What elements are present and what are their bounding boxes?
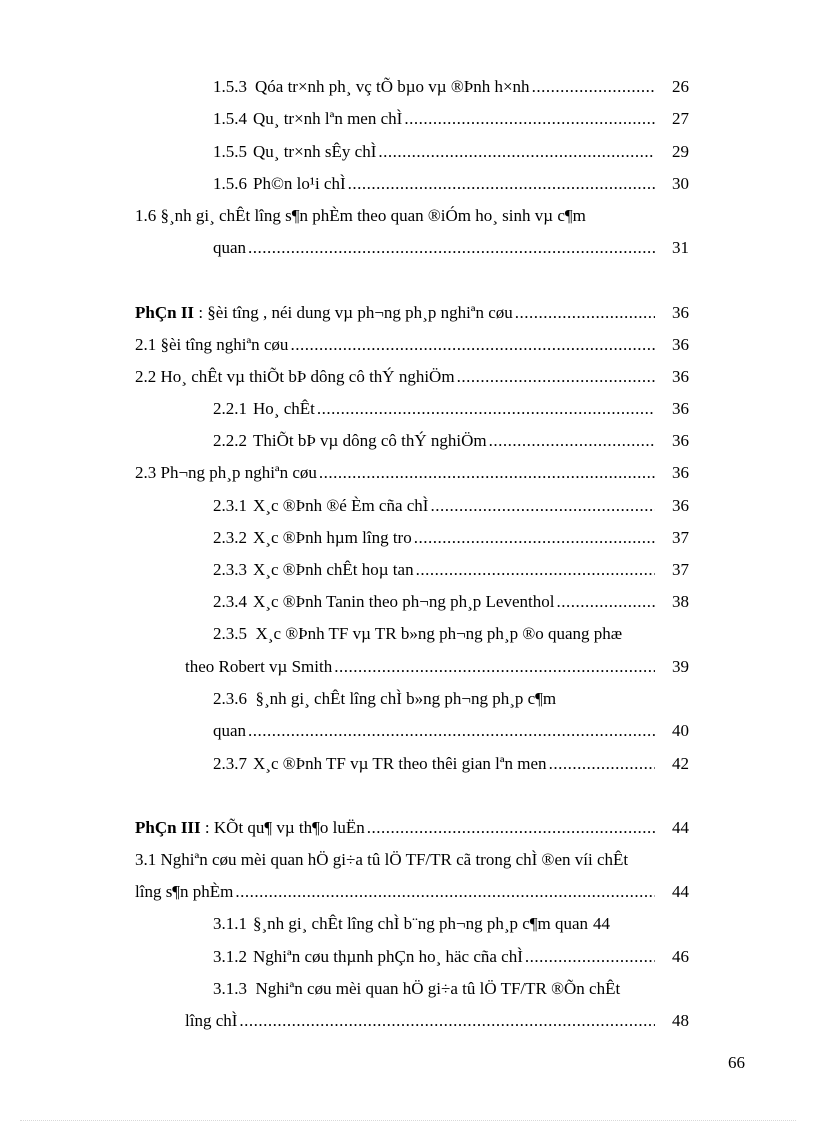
toc-entry-line xyxy=(213,688,693,710)
dot-leader xyxy=(416,559,655,581)
toc-entry-title: X¸c ®Þnh TF vµ TR theo thêi gian lªn men xyxy=(253,754,547,773)
toc-entry-number: 1.5.4 xyxy=(213,109,247,128)
toc-entry xyxy=(185,656,689,678)
toc-part-heading xyxy=(135,817,689,839)
toc-entry xyxy=(213,946,689,968)
toc-entry-number: 2.2.1 xyxy=(213,399,247,418)
toc-part-heading xyxy=(135,302,689,324)
toc-page-number: 40 xyxy=(672,721,689,740)
toc-entry-title-cont: quan xyxy=(213,721,247,740)
dot-leader xyxy=(532,76,655,98)
toc-entry xyxy=(213,495,689,517)
dot-leader xyxy=(525,946,655,968)
dot-leader xyxy=(334,656,655,678)
dot-leader xyxy=(317,398,655,420)
toc-entry xyxy=(213,398,689,420)
toc-entry-title: Ph©n lo¹i chÌ xyxy=(253,174,346,193)
toc-page-number: 44 xyxy=(593,914,611,933)
dot-leader xyxy=(430,495,655,517)
toc-entry xyxy=(185,1010,689,1032)
toc-entry-title: Ho¸ chÊt xyxy=(253,399,315,418)
dot-leader xyxy=(549,753,655,775)
toc-entry-line xyxy=(135,849,695,871)
toc-entry-number: 3.1.1 xyxy=(213,914,247,933)
toc-entry-title: 3.1 Nghiªn cøu mèi quan hÖ gi÷a tû lÖ TF/TR cã trong chÌ ®en víi chÊt xyxy=(135,850,629,869)
toc-entry xyxy=(213,559,689,581)
dot-leader xyxy=(235,881,655,903)
toc-entry-number: 1.5.5 xyxy=(213,142,247,161)
toc-entry-number: 2.3.4 xyxy=(213,592,247,611)
toc-entry-line xyxy=(213,978,693,1000)
toc-page-number: 26 xyxy=(672,77,689,96)
toc-entry-title: Qóa tr×nh ph¸ vç tÕ bµo vµ ®Þnh h×nh xyxy=(255,77,530,96)
toc-entry-title: X¸c ®Þnh chÊt hoµ tan xyxy=(253,560,414,579)
dot-leader xyxy=(378,141,655,163)
toc-entry xyxy=(213,753,689,775)
toc-entry xyxy=(213,173,689,195)
toc-entry-title: 2.3.5 X¸c ®Þnh TF vµ TR b»ng ph¬ng ph¸p ®o quang phæ xyxy=(213,624,623,643)
toc-entry-title: X¸c ®Þnh hµm lîng tro xyxy=(253,528,412,547)
toc-entry xyxy=(213,237,689,259)
toc-entry-number: 2.3.1 xyxy=(213,496,247,515)
dot-leader xyxy=(248,237,655,259)
toc-entry xyxy=(135,462,689,484)
toc-entry-number: 3.1.2 xyxy=(213,947,247,966)
dot-leader xyxy=(457,366,655,388)
dot-leader xyxy=(248,720,655,742)
toc-page-number: 39 xyxy=(672,657,689,676)
toc-entry-title: 2.3.6 §¸nh gi¸ chÊt lîng chÌ b»ng ph¬ng ph¸p c¶m xyxy=(213,689,557,708)
page-number: 66 xyxy=(728,1053,745,1072)
toc-page-number: 36 xyxy=(672,335,689,354)
toc-entry-number: 2.2.2 xyxy=(213,431,247,450)
dot-leader xyxy=(515,302,655,324)
toc-page-number: 46 xyxy=(672,947,689,966)
toc-page-number: 36 xyxy=(672,496,689,515)
toc-entry-title: ThiÕt bÞ vµ dông cô thÝ nghiÖm xyxy=(253,431,487,450)
toc-page-number: 36 xyxy=(672,399,689,418)
toc-page-number: 44 xyxy=(672,818,689,837)
toc-entry xyxy=(213,430,689,452)
toc-page-number: 37 xyxy=(672,528,689,547)
dot-leader xyxy=(348,173,655,195)
toc-entry-title-cont: quan xyxy=(213,238,247,257)
toc-page-number: 36 xyxy=(672,463,689,482)
toc-page-number: 36 xyxy=(672,367,689,386)
toc-entry-number: 2.3.3 xyxy=(213,560,247,579)
toc-entry xyxy=(213,591,689,613)
dot-leader xyxy=(367,817,655,839)
toc-entry xyxy=(213,913,693,935)
toc-entry-line xyxy=(135,205,695,227)
toc-entry-title: X¸c ®Þnh ®é Èm cña chÌ xyxy=(253,496,429,515)
page-bottom-divider xyxy=(20,1120,796,1121)
toc-entry xyxy=(213,720,689,742)
toc-page-number: 29 xyxy=(672,142,689,161)
toc-page-number: 37 xyxy=(672,560,689,579)
toc-part-label: PhÇn II xyxy=(135,303,195,322)
toc-page-number: 36 xyxy=(672,303,689,322)
toc-entry-number: 1.5.6 xyxy=(213,174,247,193)
toc-entry-title: : KÕt qu¶ vµ th¶o luËn xyxy=(200,818,365,837)
toc-entry-title: 1.6 §¸nh gi¸ chÊt lîng s¶n phÈm theo quan ®iÓm ho¸ sinh vµ c¶m xyxy=(135,206,586,225)
dot-leader xyxy=(319,462,655,484)
toc-entry-title: 2.1 §èi tîng nghiªn cøu xyxy=(135,335,289,354)
toc-page-number: 27 xyxy=(672,109,689,128)
toc-entry xyxy=(213,76,689,98)
toc-entry-title-cont: lîng s¶n phÈm xyxy=(135,882,234,901)
toc-entry xyxy=(135,334,689,356)
toc-page-number: 38 xyxy=(672,592,689,611)
toc-page-number: 31 xyxy=(672,238,689,257)
dot-leader xyxy=(239,1010,655,1032)
toc-entry xyxy=(213,527,689,549)
toc-entry-number: 2.3.2 xyxy=(213,528,247,547)
dot-leader xyxy=(556,591,655,613)
toc-entry-number: 2.3.7 xyxy=(213,754,247,773)
toc-entry-title: §¸nh gi¸ chÊt lîng chÌ b¨ng ph¬ng ph¸p c¶m quan xyxy=(253,914,589,933)
toc-entry-title: : §èi tîng , néi dung vµ ph¬ng ph¸p nghiªn cøu xyxy=(194,303,513,322)
toc-entry-title: 3.1.3 Nghiªn cøu mèi quan hÖ gi÷a tû lÖ TF/TR ®Õn chÊt xyxy=(213,979,621,998)
dot-leader xyxy=(290,334,655,356)
toc-page-number: 42 xyxy=(672,754,689,773)
dot-leader xyxy=(489,430,655,452)
toc-entry-title: 2.3 Ph¬ng ph¸p nghiªn cøu xyxy=(135,463,317,482)
toc-page-number: 48 xyxy=(672,1011,689,1030)
toc-entry-title: 2.2 Ho¸ chÊt vµ thiÕt bÞ dông cô thÝ nghiÖm xyxy=(135,367,455,386)
toc-entry-title: Qu¸ tr×nh sÊy chÌ xyxy=(253,142,377,161)
toc-page-number: 44 xyxy=(672,882,689,901)
toc-entry-title-cont: theo Robert vµ Smith xyxy=(185,657,333,676)
toc-entry-title: X¸c ®Þnh Tanin theo ph¬ng ph¸p Leventhol xyxy=(253,592,555,611)
toc-entry xyxy=(213,141,689,163)
toc-part-label: PhÇn III xyxy=(135,818,201,837)
toc-page-number: 30 xyxy=(672,174,689,193)
toc-entry-number: 1.5.3 xyxy=(213,77,247,96)
toc-entry xyxy=(213,108,689,130)
dot-leader xyxy=(414,527,655,549)
toc-entry-title: Qu¸ tr×nh lªn men chÌ xyxy=(253,109,403,128)
toc-entry xyxy=(135,366,689,388)
toc-page-number: 36 xyxy=(672,431,689,450)
toc-entry-title-cont: lîng chÌ xyxy=(185,1011,238,1030)
toc-entry xyxy=(135,881,689,903)
toc-entry-line xyxy=(213,623,693,645)
toc-entry-title: Nghiªn cøu thµnh phÇn ho¸ häc cña chÌ xyxy=(253,947,523,966)
dot-leader xyxy=(404,108,655,130)
